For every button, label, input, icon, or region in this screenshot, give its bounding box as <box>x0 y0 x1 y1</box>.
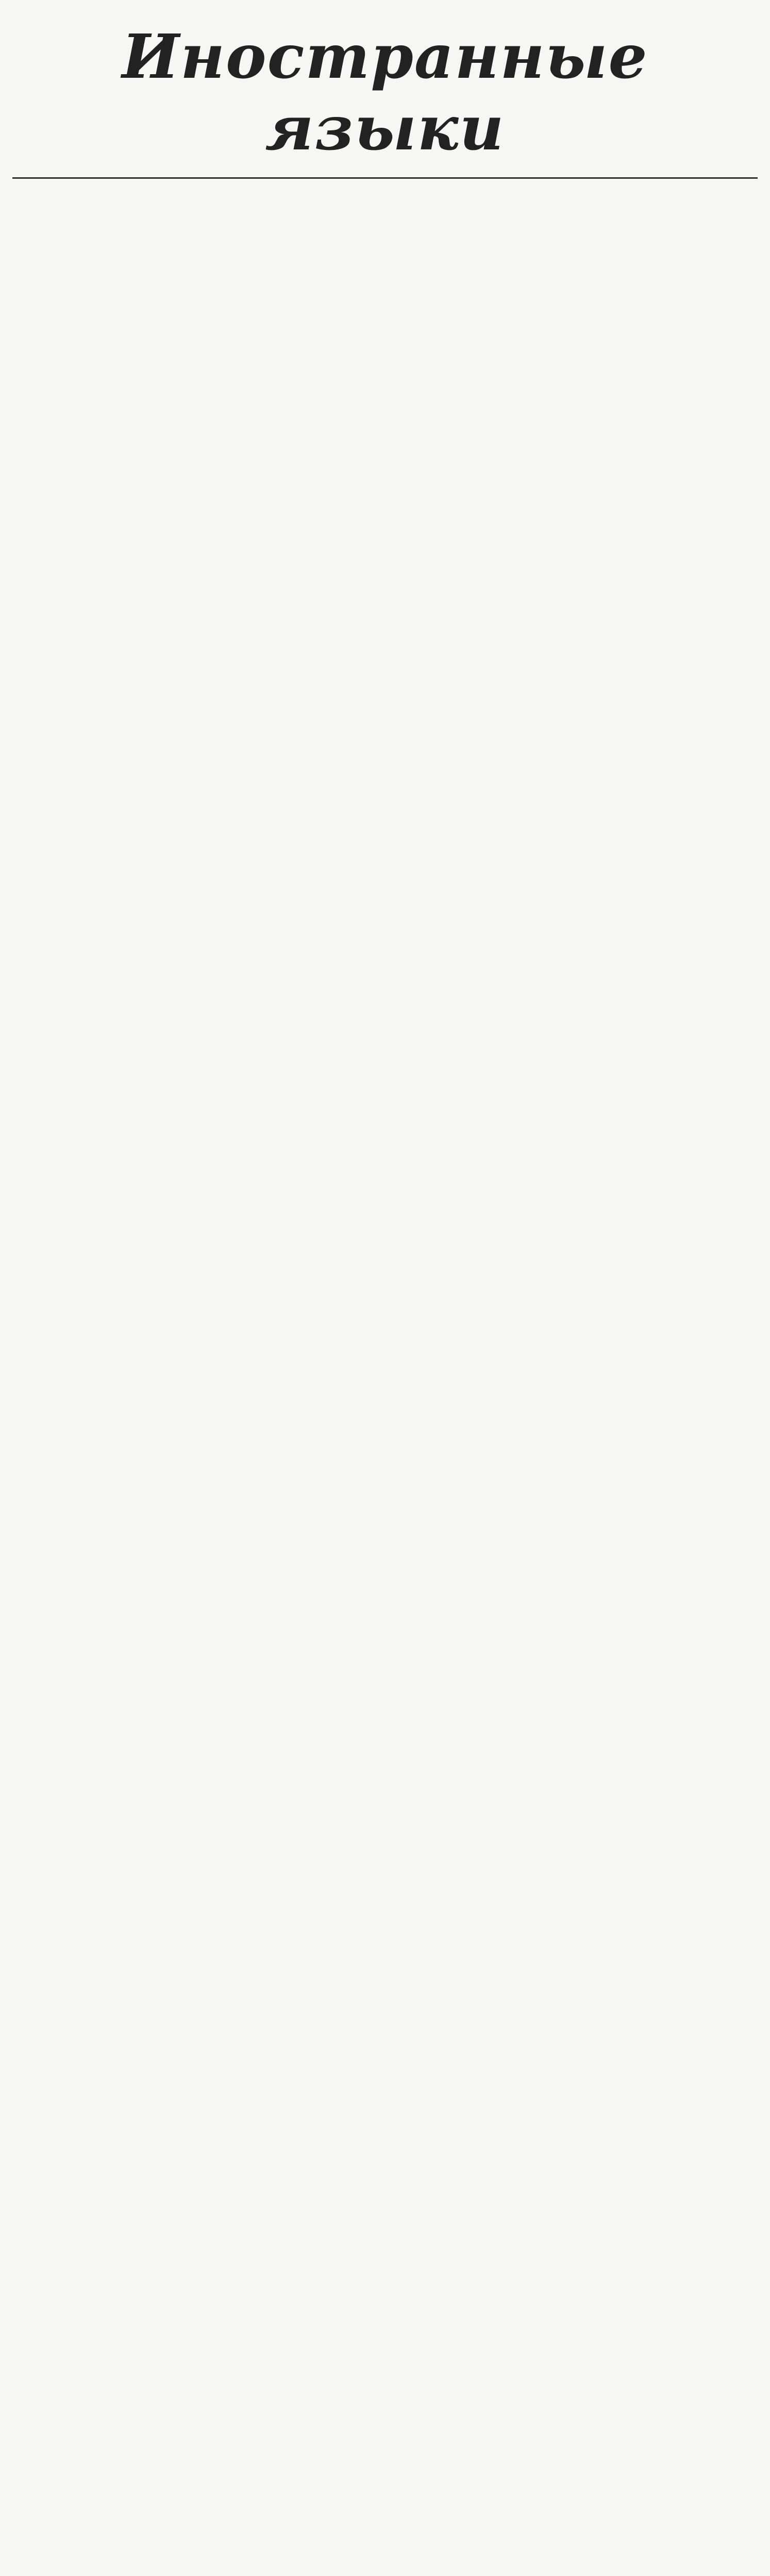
title-divider <box>12 177 758 179</box>
article-columns <box>12 192 758 2576</box>
left-column <box>12 192 376 2576</box>
article-title: Иностранные языки <box>122 21 648 164</box>
right-column <box>394 192 758 2576</box>
